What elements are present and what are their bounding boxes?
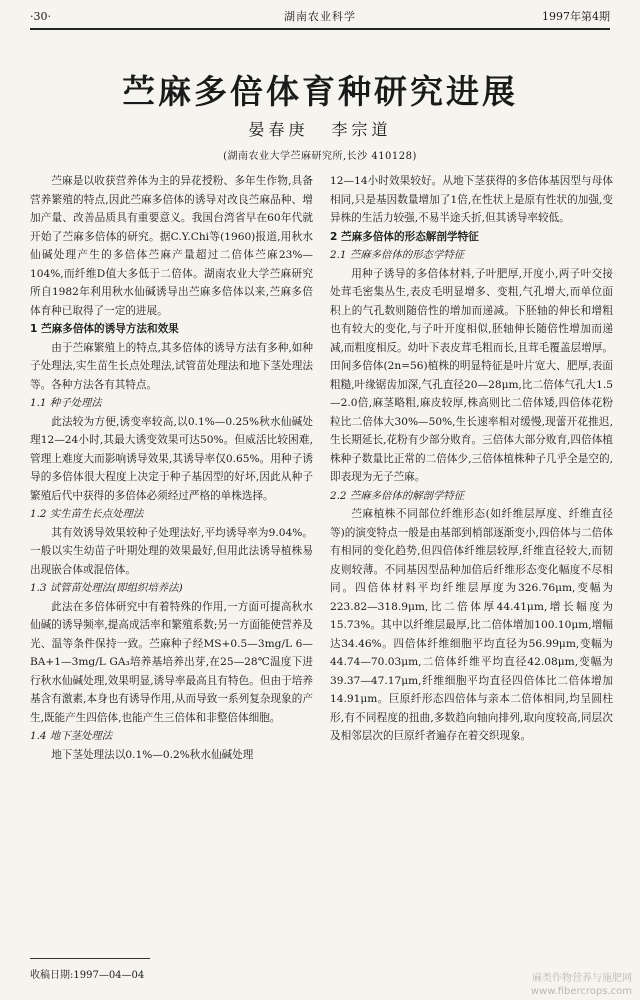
paragraph: 其有效诱导效果较种子处理法好,平均诱导率为9.04%。一般以实生幼苗子叶期处理的效果最好,但用此法诱导植株易出现嵌合体或混倍体。 bbox=[30, 526, 313, 576]
right-column bbox=[330, 172, 613, 952]
subsection-heading: 1.4 地下茎处理法 bbox=[30, 730, 113, 742]
paragraph: 12—14小时效果较好。从地下茎获得的多倍体基因型与母体相同,只是基因数量增加了1倍,在性状上是原有性状的加强,变异株的生活力较强,不易半途夭折,但其诱导率较低。 bbox=[330, 175, 613, 224]
watermark-line: www.fibercrops.com bbox=[530, 986, 632, 997]
paragraph: 此法在多倍体研究中有着特殊的作用,一方面可提高秋水仙碱的诱导频率,提高成活率和繁殖系数;另一方面能使营养及光、温等条件保持一致。苎麻种子经MS+0.5—3mg/L 6—BA+1—3mg/L GA₃培养基培养出芽,在25—28℃温度下进行秋水仙碱处理,效果明显,诱导率最高且有特色。但由于培养基含有激素,本身也有诱导作用,从而导致一系列复杂现象的产生,既能产生四倍体,也能产生三倍体和非整倍体细胞。 bbox=[30, 600, 313, 724]
article-authors: 晏春庚 李宗道 bbox=[248, 120, 392, 139]
subsection-heading: 1.2 实生苗生长点处理法 bbox=[30, 508, 144, 520]
paragraph: 此法较为方便,诱变率较高,以0.1%—0.25%秋水仙碱处理12—24小时,其最大诱变效果可达50%。但威活比较困难,管理上难度大而影响诱导效果,其诱导率仅0.65%。用种子诱导的多倍体很大程度上决定于种子基因型的好坏,因此从种子繁殖后代中获得的多倍体必须经过严格的单株选择。 bbox=[30, 415, 313, 502]
footnote-divider bbox=[30, 958, 150, 959]
article-title: 苎麻多倍体育种研究进展 bbox=[122, 72, 518, 111]
journal-name: 湖南农业科学 bbox=[284, 10, 356, 23]
subsection-heading: 1.3 试管苗处理法(即组织培养法) bbox=[30, 582, 183, 594]
left-column bbox=[30, 172, 313, 952]
section-heading: 1 苎麻多倍体的诱导方法和效果 bbox=[30, 323, 179, 335]
paragraph: 苎麻植株不同部位纤维形态(如纤维层厚度、纤维直径等)的演变特点一般是由基部到梢部逐渐变小,四倍体与二倍体有相同的变化趋势,但四倍体纤维层较厚,纤维直径较大,而韧皮则较薄。不同基因型品种加倍后纤维形态变化幅度不尽相同。四倍体材料平均纤维层厚度为326.76μm,变幅为223.82—318.9μm,比二倍体厚44.41μm,增长幅度为15.73%。其中以纤维层最厚,比二倍体增加100.10μm,增幅达34.46%。四倍体纤维细胞平均直径为56.99μm,变幅为44.74—70.03μm,二倍体纤维平均直径42.08μm,变幅为39.37—47.17μm,纤维细胞平均直径四倍体比二倍体增加14.91μm。巨原纤形态四倍体与亲本二倍体相同,均呈圆柱形,有不同程度的扭曲,多数趋向轴向排列,取向度较高,同层次及相邻层次的巨原纤者遍存在着交织现象。 bbox=[330, 508, 613, 742]
author-affiliation: (湖南农业大学苎麻研究所,长沙 410128) bbox=[223, 151, 417, 162]
issue-label: 1997年第4期 bbox=[542, 10, 610, 23]
watermark-line: 麻类作物营养与施肥网 bbox=[532, 973, 632, 984]
paragraph: 苎麻是以收获营养体为主的异花授粉、多年生作物,具备营养繁殖的特点,因此苎麻多倍体的诱导对改良苎麻品种、增加产量、改善品质具有重要意义。我国台湾省早在60年代就开始了苎麻多倍体的研究。据C.Y.Chi等(1960)报道,用秋水仙碱处理产生的多倍体苎麻产量超过二倍体苎麻23%—104%,而纤维D值大多低于二倍体。湖南农业大学苎麻研究所自1982年利用秋水仙碱诱导出苎麻多倍体以来,苎麻多倍体育种已取得了一定的进展。 bbox=[30, 175, 313, 317]
paragraph: 用种子诱导的多倍体材料,子叶肥厚,开度小,两子叶交接处茸毛密集丛生,表皮毛明显增多、变粗,气孔增大,而单位面积上的气孔数则随倍性的增加而递减。下胚轴的伸长和增粗也有较大的变化,与子叶开度相似,胚轴伸长随倍性增加而递减,而粗度相反。幼叶下表皮茸毛粗而长,且茸毛覆盖层增厚。田间多倍体(2n=56)植株的明显特征是叶片宽大、肥厚,表面粗糙,叶缘锯齿加深,气孔直径20—28μm,比二倍体气孔大1.5—2.0倍,麻茎略粗,麻皮较厚,株高则比二倍体矮,四倍体花粉粒比二倍体大30%—50%,生长速率相对缓慢,现蕾开花推迟,生长期延长,花粉有少部分败育。三倍体大部分败育,四倍体植株种子数量比正常的二倍体少,三倍体植株种子几乎全是空的,即表现为无子苎麻。 bbox=[330, 267, 613, 483]
subsection-heading: 2.1 苎麻多倍体的形态学特征 bbox=[330, 249, 465, 261]
page-header bbox=[30, 6, 610, 30]
subsection-heading: 2.2 苎麻多倍体的解剖学特征 bbox=[330, 489, 465, 502]
paragraph: 由于苎麻繁殖上的特点,其多倍体的诱导方法有多种,如种子处理法,实生苗生长点处理法,试管苗处理法和地下茎处理法等。各种方法各有其特点。 bbox=[30, 341, 313, 391]
watermark bbox=[531, 972, 632, 998]
paragraph: 地下茎处理法以0.1%—0.2%秋水仙碱处理 bbox=[51, 748, 254, 761]
subsection-heading: 1.1 种子处理法 bbox=[30, 397, 102, 409]
section-heading: 2 苎麻多倍体的形态解剖学特征 bbox=[330, 230, 479, 243]
received-date: 收稿日期:1997—04—04 bbox=[30, 970, 145, 981]
page-number: ·30· bbox=[30, 10, 51, 23]
